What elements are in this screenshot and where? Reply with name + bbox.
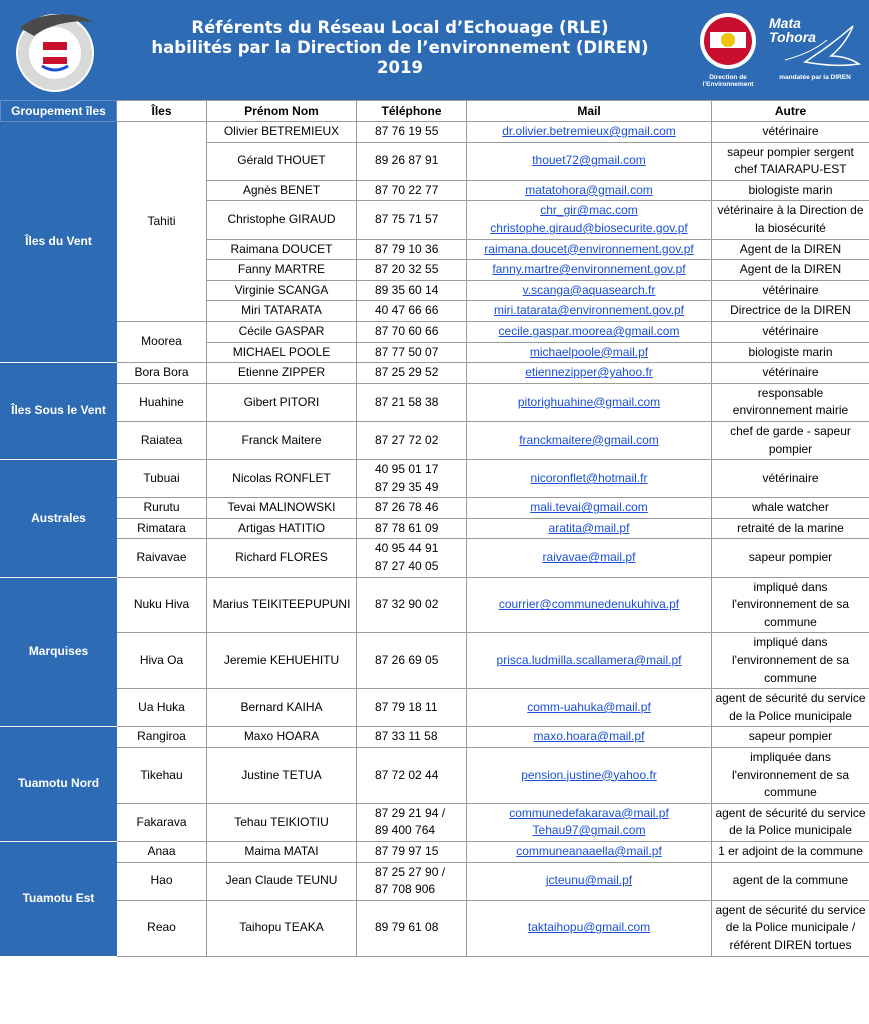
mata-logo-caption: mandatée par la DIREN [779, 74, 851, 81]
phone-cell [357, 498, 467, 519]
person-name-cell: Nicolas RONFLET [207, 460, 357, 498]
phone-number: 87 20 32 55 [375, 262, 439, 277]
phone-cell [357, 363, 467, 384]
role-text: Agent de la DIREN [739, 241, 842, 256]
email-link[interactable]: jcteunu@mail.pf [545, 873, 633, 888]
phone-number: 87 25 27 90 / [375, 864, 446, 879]
role-text: de la Police municipale [729, 823, 852, 838]
phone-cell [357, 633, 467, 689]
role-cell [712, 539, 869, 577]
person-name-cell: Maima MATAI [207, 841, 357, 862]
role-text: impliqué dans [753, 579, 828, 594]
mata-tohora-logo [765, 12, 865, 92]
group-name-cell: Tuamotu Nord [1, 727, 117, 842]
island-name-cell: Tikehau [117, 748, 207, 804]
col-header-telephone: Téléphone [357, 101, 467, 122]
island-name-cell: Moorea [117, 321, 207, 362]
email-cell[interactable] [467, 280, 712, 301]
role-cell [712, 260, 869, 281]
group-name-cell: Îles du Vent [1, 122, 117, 363]
email-link[interactable]: chr_gir@mac.com [540, 203, 638, 218]
document-header [0, 0, 869, 100]
email-link[interactable]: thouet72@gmail.com [532, 153, 646, 168]
email-cell[interactable] [467, 498, 712, 519]
title-line-2: habilités par la Direction de l’environnement (DIREN) [151, 38, 649, 57]
email-cell[interactable] [467, 180, 712, 201]
phone-number: 40 95 44 91 [375, 541, 439, 556]
phone-cell [357, 239, 467, 260]
island-name-cell: Tubuai [117, 460, 207, 498]
phone-number: 87 33 11 58 [375, 729, 438, 744]
phone-number: 87 27 72 02 [375, 432, 439, 447]
email-cell[interactable] [467, 301, 712, 322]
phone-number: 89 26 87 91 [375, 153, 439, 168]
title-line-1: Référents du Réseau Local d’Echouage (RLE) [191, 18, 609, 37]
role-text: commune [764, 785, 817, 800]
phone-cell [357, 142, 467, 180]
island-name-cell: Tahiti [117, 122, 207, 322]
email-link[interactable]: mali.tevai@gmail.com [530, 500, 648, 515]
table-row [1, 518, 869, 539]
role-text: commune [764, 614, 817, 629]
role-text: Directrice de la DIREN [730, 303, 851, 318]
person-name-cell: Fanny MARTRE [207, 260, 357, 281]
table-header-row [1, 101, 869, 122]
role-cell [712, 421, 869, 459]
island-name-cell: Anaa [117, 841, 207, 862]
email-cell[interactable] [467, 260, 712, 281]
phone-number: 87 77 50 07 [375, 344, 439, 359]
table-row [1, 383, 869, 421]
diren-emblem-icon [688, 10, 768, 72]
email-cell[interactable] [467, 862, 712, 900]
table-row [1, 900, 869, 956]
role-cell [712, 633, 869, 689]
role-cell [712, 321, 869, 342]
phone-number: 87 25 29 52 [375, 365, 439, 380]
person-name-cell: Gibert PITORI [207, 383, 357, 421]
phone-number: 87 79 10 36 [375, 241, 439, 256]
email-link[interactable]: fanny.martre@environnement.gov.pf [492, 262, 686, 277]
role-text: whale watcher [752, 500, 829, 515]
role-text: 1 er adjoint de la commune [718, 843, 863, 858]
phone-cell [357, 577, 467, 633]
person-name-cell: Olivier BETREMIEUX [207, 122, 357, 143]
island-name-cell: Rangiroa [117, 727, 207, 748]
email-cell[interactable] [467, 577, 712, 633]
col-header-nom: Prénom Nom [207, 101, 357, 122]
role-text: biologiste marin [748, 344, 833, 359]
role-text: impliqué dans [753, 635, 828, 650]
role-text: référent DIREN tortues [729, 937, 852, 952]
role-text: retraité de la marine [737, 520, 844, 535]
role-text: vétérinaire [762, 470, 819, 485]
diren-logo [688, 10, 768, 88]
email-cell[interactable] [467, 803, 712, 841]
phone-number: 89 79 61 08 [375, 920, 439, 935]
role-cell [712, 841, 869, 862]
role-cell [712, 383, 869, 421]
table-row [1, 421, 869, 459]
phone-number: 87 70 22 77 [375, 182, 439, 197]
phone-cell [357, 689, 467, 727]
island-name-cell: Hiva Oa [117, 633, 207, 689]
phone-number: 87 76 19 55 [375, 124, 439, 138]
phone-cell [357, 280, 467, 301]
role-cell [712, 727, 869, 748]
island-name-cell: Reao [117, 900, 207, 956]
group-name-cell: Îles Sous le Vent [1, 363, 117, 460]
phone-number: 87 29 35 49 [375, 479, 439, 494]
phone-cell [357, 862, 467, 900]
person-name-cell: Christophe GIRAUD [207, 201, 357, 239]
role-cell [712, 498, 869, 519]
table-row [1, 498, 869, 519]
role-cell [712, 342, 869, 363]
person-name-cell: Etienne ZIPPER [207, 363, 357, 384]
role-cell [712, 748, 869, 804]
phone-cell [357, 260, 467, 281]
role-text: vétérinaire [762, 282, 819, 297]
title-line-3: 2019 [377, 58, 423, 77]
phone-cell [357, 900, 467, 956]
table-row [1, 321, 869, 342]
role-text: vétérinaire [762, 124, 819, 138]
person-name-cell: Jean Claude TEUNU [207, 862, 357, 900]
email-cell[interactable] [467, 201, 712, 239]
phone-number: 40 95 01 17 [375, 462, 439, 477]
email-cell[interactable] [467, 633, 712, 689]
email-link[interactable]: pitorighuahine@gmail.com [517, 394, 661, 409]
person-name-cell: Virginie SCANGA [207, 280, 357, 301]
person-name-cell: Tehau TEIKIOTIU [207, 803, 357, 841]
person-name-cell: Maxo HOARA [207, 727, 357, 748]
email-link[interactable]: raivavae@mail.pf [542, 550, 636, 565]
phone-cell [357, 421, 467, 459]
person-name-cell: Agnès BENET [207, 180, 357, 201]
phone-number: 87 29 21 94 / [375, 805, 446, 820]
email-link[interactable]: raimana.doucet@environnement.gov.pf [484, 241, 694, 256]
phone-number: 40 47 66 66 [375, 303, 439, 318]
email-link[interactable]: etiennezipper@yahoo.fr [525, 365, 653, 380]
phone-cell [357, 460, 467, 498]
island-name-cell: Rurutu [117, 498, 207, 519]
role-text: vétérinaire à la Direction de [717, 203, 864, 218]
table-row [1, 689, 869, 727]
role-text: la biosécurité [755, 220, 826, 235]
email-link[interactable]: courrier@communedenukuhiva.pf [498, 597, 680, 612]
col-header-mail: Mail [467, 101, 712, 122]
role-text: environnement mairie [732, 403, 849, 418]
role-text: chef TAIARAPU-EST [734, 162, 847, 177]
table-row [1, 577, 869, 633]
email-cell[interactable] [467, 142, 712, 180]
diren-logo-caption: Direction de l’Environnement [702, 74, 754, 88]
person-name-cell: Cécile GASPAR [207, 321, 357, 342]
person-name-cell: Jeremie KEHUEHITU [207, 633, 357, 689]
role-cell [712, 862, 869, 900]
phone-cell [357, 748, 467, 804]
email-link[interactable]: franckmaitere@gmail.com [519, 432, 659, 447]
email-cell[interactable] [467, 689, 712, 727]
role-text: agent de sécurité du service [715, 902, 866, 917]
email-cell[interactable] [467, 122, 712, 143]
email-link[interactable]: comm-uahuka@mail.pf [527, 700, 651, 715]
role-cell [712, 577, 869, 633]
email-link[interactable]: communeanaaella@mail.pf [516, 843, 662, 858]
role-text: Agent de la DIREN [739, 262, 842, 277]
role-cell [712, 363, 869, 384]
email-cell[interactable] [467, 900, 712, 956]
phone-number: 87 72 02 44 [375, 767, 439, 782]
role-cell [712, 180, 869, 201]
role-cell [712, 239, 869, 260]
phone-number: 87 75 71 57 [375, 212, 439, 227]
email-cell[interactable] [467, 460, 712, 498]
col-header-autre: Autre [712, 101, 869, 122]
phone-number: 87 27 40 05 [375, 559, 439, 574]
role-text: de la Police municipale / [725, 920, 856, 935]
phone-number: 89 400 764 [375, 823, 436, 838]
island-name-cell: Fakarava [117, 803, 207, 841]
person-name-cell: Raimana DOUCET [207, 239, 357, 260]
col-header-iles: Îles [117, 101, 207, 122]
role-text: sapeur pompier sergent [727, 144, 854, 159]
role-text: pompier [768, 441, 813, 456]
email-link[interactable]: miri.tatarata@environnement.gov.pf [493, 303, 685, 318]
phone-cell [357, 301, 467, 322]
person-name-cell: Justine TETUA [207, 748, 357, 804]
email-cell[interactable] [467, 321, 712, 342]
role-cell [712, 518, 869, 539]
email-cell[interactable] [467, 748, 712, 804]
phone-cell [357, 321, 467, 342]
person-name-cell: Franck Maitere [207, 421, 357, 459]
table-row [1, 803, 869, 841]
role-text: vétérinaire [762, 365, 819, 380]
referents-table [0, 100, 869, 957]
phone-number: 87 70 60 66 [375, 323, 439, 338]
phone-cell [357, 803, 467, 841]
role-text: l'environnement de sa [731, 767, 850, 782]
role-cell [712, 689, 869, 727]
island-name-cell: Bora Bora [117, 363, 207, 384]
role-text: commune [764, 670, 817, 685]
role-cell [712, 280, 869, 301]
person-name-cell: Artigas HATITIO [207, 518, 357, 539]
email-link[interactable]: cecile.gaspar.moorea@gmail.com [498, 323, 680, 338]
table-body [1, 122, 869, 957]
role-cell [712, 460, 869, 498]
role-text: chef de garde - sapeur [730, 423, 851, 438]
island-name-cell: Raiatea [117, 421, 207, 459]
email-link[interactable]: dr.olivier.betremieux@gmail.com [502, 124, 676, 138]
person-name-cell: MICHAEL POOLE [207, 342, 357, 363]
email-link[interactable]: taktaihopu@gmail.com [527, 920, 651, 935]
island-name-cell: Ua Huka [117, 689, 207, 727]
group-name-cell: Marquises [1, 577, 117, 727]
whale-tail-icon [765, 12, 865, 72]
phone-cell [357, 342, 467, 363]
email-cell[interactable] [467, 727, 712, 748]
email-link[interactable]: v.scanga@aquasearch.fr [522, 282, 656, 297]
phone-number: 87 26 78 46 [375, 500, 439, 515]
role-cell [712, 201, 869, 239]
person-name-cell: Gérald THOUET [207, 142, 357, 180]
person-name-cell: Miri TATARATA [207, 301, 357, 322]
role-cell [712, 301, 869, 322]
phone-number: 87 32 90 02 [375, 597, 439, 612]
email-link[interactable]: aratita@mail.pf [548, 520, 630, 535]
role-cell [712, 900, 869, 956]
phone-number: 87 79 97 15 [375, 843, 439, 858]
mata-logo-name-2: Tohora [769, 29, 816, 45]
email-link[interactable]: nicoronflet@hotmail.fr [530, 470, 648, 485]
role-cell [712, 122, 869, 143]
role-cell [712, 142, 869, 180]
island-name-cell: Raivavae [117, 539, 207, 577]
email-cell[interactable] [467, 342, 712, 363]
island-name-cell: Hao [117, 862, 207, 900]
email-link[interactable]: maxo.hoara@mail.pf [533, 729, 645, 744]
col-header-groupement: Groupement îles [1, 101, 117, 122]
role-text: agent de sécurité du service [715, 805, 866, 820]
email-link[interactable]: matatohora@gmail.com [525, 182, 653, 197]
phone-cell [357, 518, 467, 539]
table-row [1, 748, 869, 804]
role-text: agent de sécurité du service [715, 691, 866, 706]
phone-cell [357, 539, 467, 577]
role-text: sapeur pompier [748, 729, 833, 744]
role-text: de la Police municipale [729, 708, 852, 723]
role-text: biologiste marin [748, 182, 833, 197]
email-cell[interactable] [467, 421, 712, 459]
email-link[interactable]: Tehau97@gmail.com [532, 823, 646, 838]
role-text: sapeur pompier [748, 550, 833, 565]
role-text: l'environnement de sa [731, 597, 850, 612]
phone-number: 87 708 906 [375, 882, 436, 897]
phone-cell [357, 727, 467, 748]
person-name-cell: Taihopu TEAKA [207, 900, 357, 956]
group-name-cell: Australes [1, 460, 117, 578]
role-text: l'environnement de sa [731, 653, 850, 668]
email-cell[interactable] [467, 363, 712, 384]
email-link[interactable]: prisca.ludmilla.scallamera@mail.pf [496, 653, 682, 668]
email-cell[interactable] [467, 539, 712, 577]
email-link[interactable]: pension.justine@yahoo.fr [521, 767, 657, 782]
table-row [1, 633, 869, 689]
phone-cell [357, 180, 467, 201]
email-link[interactable]: communedefakarava@mail.pf [509, 805, 669, 820]
mata-logo-name-1: Mata [769, 15, 801, 31]
role-text: agent de la commune [732, 873, 849, 888]
person-name-cell: Tevai MALINOWSKI [207, 498, 357, 519]
table-row [1, 727, 869, 748]
rle-whale-logo-icon [12, 8, 98, 94]
table-row [1, 122, 869, 143]
table-row [1, 539, 869, 577]
role-text: responsable [757, 385, 824, 400]
phone-cell [357, 201, 467, 239]
role-text: vétérinaire [762, 323, 819, 338]
document-title [110, 18, 690, 78]
phone-number: 89 35 60 14 [375, 282, 439, 297]
table-row [1, 460, 869, 498]
phone-cell [357, 122, 467, 143]
table-row [1, 862, 869, 900]
phone-number: 87 26 69 05 [375, 653, 439, 668]
island-name-cell: Rimatara [117, 518, 207, 539]
phone-number: 87 21 58 38 [375, 394, 439, 409]
table-row [1, 363, 869, 384]
person-name-cell: Marius TEIKITEEPUPUNI [207, 577, 357, 633]
phone-number: 87 79 18 11 [375, 700, 438, 715]
email-cell[interactable] [467, 383, 712, 421]
role-text: impliquée dans [750, 750, 831, 764]
role-cell [712, 803, 869, 841]
email-link[interactable]: christophe.giraud@biosecurite.gov.pf [490, 220, 688, 235]
email-cell[interactable] [467, 841, 712, 862]
island-name-cell: Nuku Hiva [117, 577, 207, 633]
email-link[interactable]: michaelpoole@mail.pf [529, 344, 649, 359]
group-name-cell: Tuamotu Est [1, 841, 117, 956]
phone-number: 87 78 61 09 [375, 520, 439, 535]
phone-cell [357, 841, 467, 862]
phone-cell [357, 383, 467, 421]
email-cell[interactable] [467, 239, 712, 260]
person-name-cell: Richard FLORES [207, 539, 357, 577]
island-name-cell: Huahine [117, 383, 207, 421]
email-cell[interactable] [467, 518, 712, 539]
table-row [1, 841, 869, 862]
person-name-cell: Bernard KAIHA [207, 689, 357, 727]
